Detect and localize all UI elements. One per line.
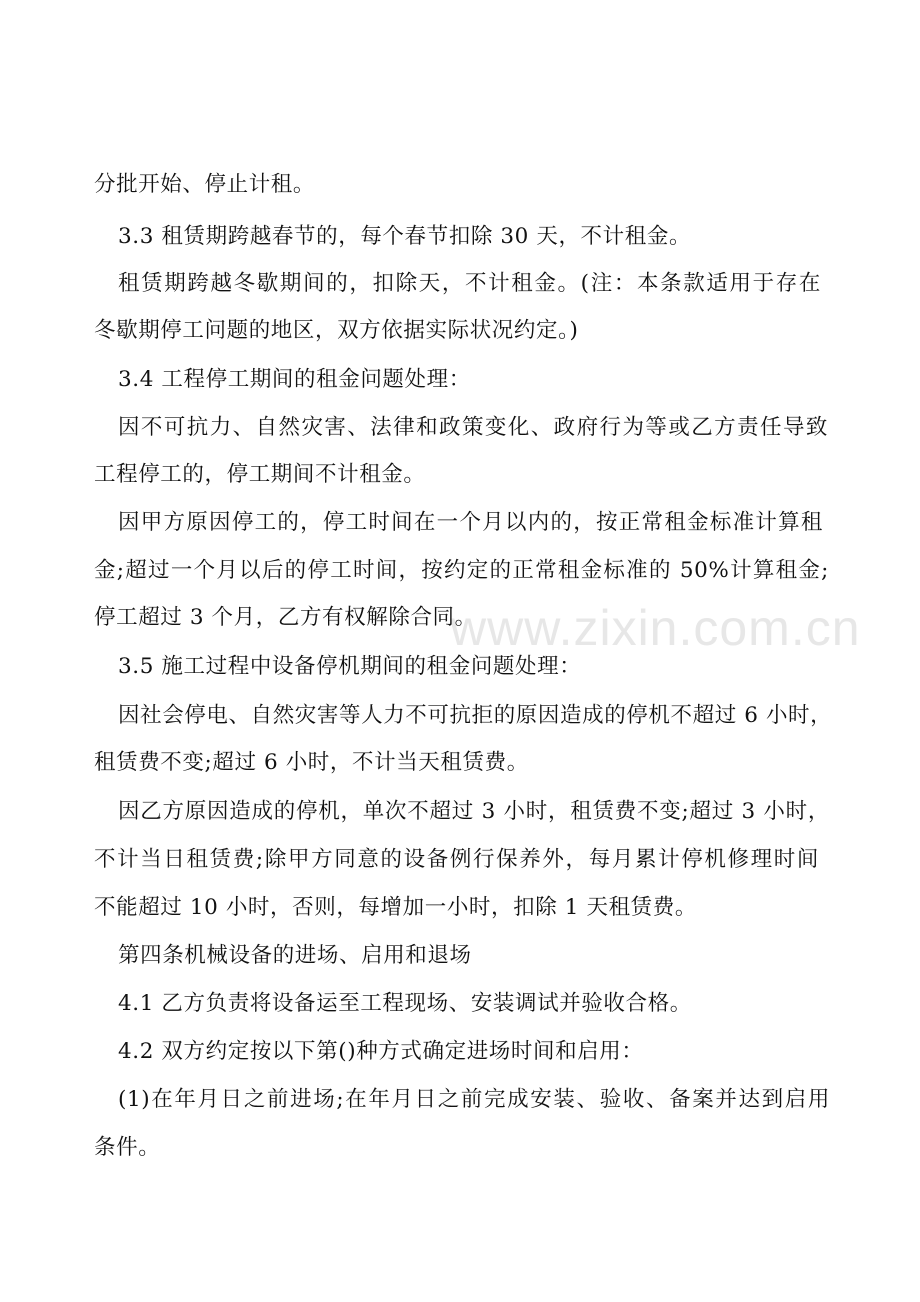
text-line-12: 因社会停电、自然灾害等人力不可抗拒的原因造成的停机不超过 6 小时， bbox=[118, 703, 833, 728]
text-line-4: 冬歇期停工问题的地区，双方依据实际状况约定。) bbox=[94, 318, 579, 343]
text-line-3: 租赁期跨越冬歇期间的，扣除天，不计租金。(注：本条款适用于存在 bbox=[118, 271, 821, 296]
text-line-21: 条件。 bbox=[94, 1135, 161, 1160]
text-line-1: 分批开始、停止计租。 bbox=[94, 172, 316, 197]
text-line-10: 停工超过 3 个月，乙方有权解除合同。 bbox=[94, 605, 477, 630]
text-line-5: 3.4 工程停工期间的租金问题处理： bbox=[118, 367, 471, 392]
text-line-16: 不能超过 10 小时，否则，每增加一小时，扣除 1 天租赁费。 bbox=[94, 895, 697, 920]
text-line-2: 3.3 租赁期跨越春节的，每个春节扣除 30 天，不计租金。 bbox=[118, 224, 692, 249]
text-line-13: 租赁费不变;超过 6 小时，不计当天租赁费。 bbox=[94, 750, 529, 775]
text-line-17: 第四条机械设备的进场、启用和退场 bbox=[118, 943, 472, 968]
text-line-7: 工程停工的，停工期间不计租金。 bbox=[94, 462, 426, 487]
text-line-20: (1)在年月日之前进场;在年月日之前完成安装、验收、备案并达到启用 bbox=[118, 1087, 830, 1112]
text-line-11: 3.5 施工过程中设备停机期间的租金问题处理： bbox=[118, 654, 582, 679]
text-line-19: 4.2 双方约定按以下第()种方式确定进场时间和启用： bbox=[118, 1039, 644, 1064]
text-line-14: 因乙方原因造成的停机，单次不超过 3 小时，租赁费不变;超过 3 小时， bbox=[118, 799, 830, 824]
text-line-18: 4.1 乙方负责将设备运至工程现场、安装调试并验收合格。 bbox=[118, 991, 692, 1016]
text-line-6: 因不可抗力、自然灾害、法律和政策变化、政府行为等或乙方责任导致 bbox=[118, 415, 828, 440]
watermark: www.zixin.com.cn bbox=[450, 600, 861, 656]
text-line-8: 因甲方原因停工的，停工时间在一个月以内的，按正常租金标准计算租 bbox=[118, 510, 823, 535]
text-line-15: 不计当日租赁费;除甲方同意的设备例行保养外，每月累计停机修理时间 bbox=[94, 847, 819, 872]
text-line-9: 金;超过一个月以后的停工时间，按约定的正常租金标准的 50%计算租金; bbox=[94, 558, 829, 583]
